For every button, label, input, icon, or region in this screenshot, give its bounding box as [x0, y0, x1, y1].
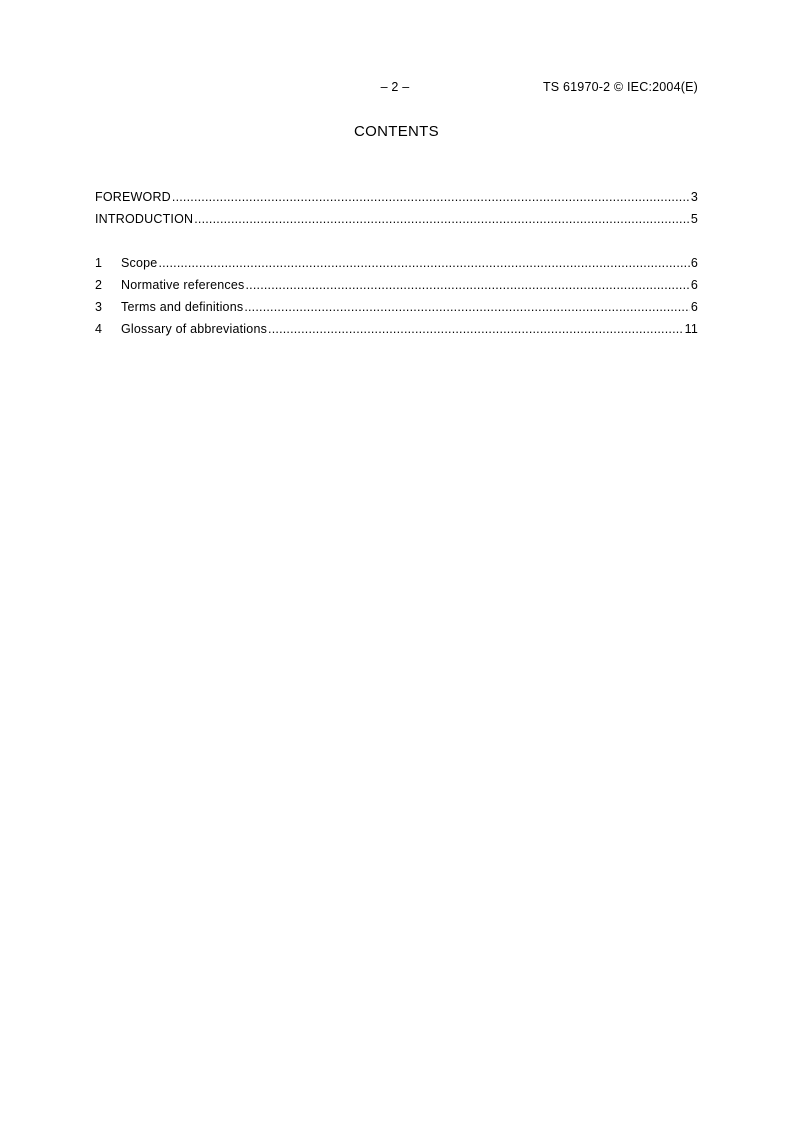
toc-entry-foreword[interactable] [95, 189, 698, 211]
contents-title: CONTENTS [354, 123, 439, 140]
toc-entry-number: 3 [95, 300, 103, 314]
page-number: – 2 – [380, 80, 410, 94]
toc-entry-terms-and-definitions[interactable] [95, 299, 698, 321]
toc-entry-label: INTRODUCTION [95, 212, 194, 226]
toc-entry-scope[interactable] [95, 255, 698, 277]
toc-spacer [95, 233, 698, 255]
toc-dot-leader [246, 277, 690, 293]
toc-dot-leader [244, 299, 690, 315]
toc-entry-page: 6 [690, 300, 698, 314]
toc-entry-label: Scope [121, 256, 158, 270]
toc-dot-leader [194, 211, 690, 227]
toc-dot-leader [172, 189, 690, 205]
toc-entry-page: 11 [684, 322, 698, 336]
toc-entry-introduction[interactable] [95, 211, 698, 233]
toc-entry-label: Normative references [121, 278, 245, 292]
table-of-contents [95, 189, 698, 343]
toc-entry-number: 4 [95, 322, 103, 336]
document-reference: TS 61970-2 © IEC:2004(E) [542, 80, 698, 94]
toc-entry-number: 1 [95, 256, 103, 270]
toc-entry-page: 6 [690, 256, 698, 270]
toc-entry-normative-references[interactable] [95, 277, 698, 299]
toc-entry-page: 6 [690, 278, 698, 292]
toc-entry-number: 2 [95, 278, 103, 292]
toc-entry-label: FOREWORD [95, 190, 171, 204]
toc-dot-leader [158, 255, 689, 271]
toc-entry-glossary-of-abbreviations[interactable] [95, 321, 698, 343]
toc-entry-page: 3 [690, 190, 698, 204]
toc-dot-leader [268, 321, 684, 337]
toc-entry-label: Glossary of abbreviations [121, 322, 268, 336]
toc-entry-page: 5 [690, 212, 698, 226]
toc-entry-label: Terms and definitions [121, 300, 244, 314]
